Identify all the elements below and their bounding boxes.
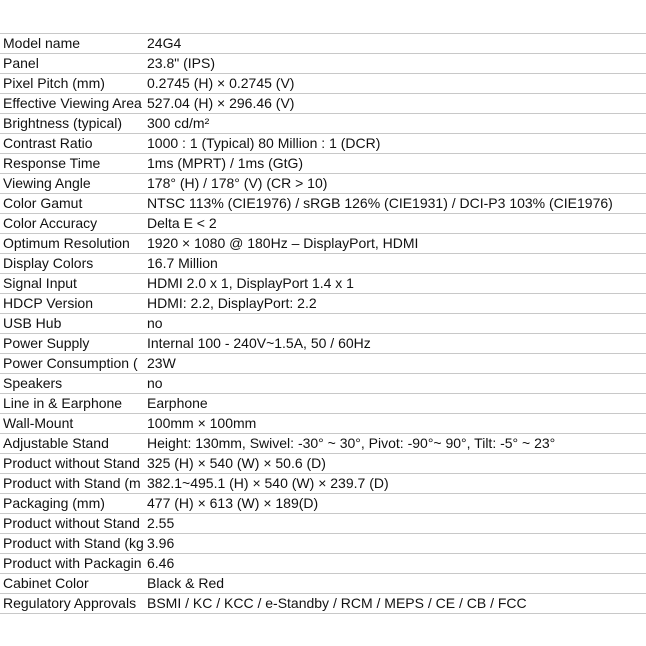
spec-label: Regulatory Approvals [0, 594, 144, 614]
spec-label: Response Time [0, 154, 144, 174]
spec-value: 16.7 Million [144, 254, 646, 274]
spec-label: Product without Stand [0, 514, 144, 534]
spec-label: Viewing Angle [0, 174, 144, 194]
spec-label: Contrast Ratio [0, 134, 144, 154]
table-row [0, 194, 646, 214]
table-row [0, 474, 646, 494]
spec-label: Product with Packagin [0, 554, 144, 574]
spec-label: Line in & Earphone [0, 394, 144, 414]
table-row [0, 34, 646, 54]
table-row [0, 234, 646, 254]
spec-label: Product with Stand (kg [0, 534, 144, 554]
spec-value: 23W [144, 354, 646, 374]
spec-value: no [144, 374, 646, 394]
spec-label: Product with Stand (m [0, 474, 144, 494]
spec-label: Effective Viewing Area [0, 94, 144, 114]
table-row [0, 514, 646, 534]
spec-label: Packaging (mm) [0, 494, 144, 514]
spec-label: Adjustable Stand [0, 434, 144, 454]
spec-label: Speakers [0, 374, 144, 394]
table-row [0, 394, 646, 414]
table-row [0, 314, 646, 334]
spec-label: Wall-Mount [0, 414, 144, 434]
spec-label: HDCP Version [0, 294, 144, 314]
spec-sheet [0, 33, 646, 614]
table-row [0, 214, 646, 234]
spec-label: Signal Input [0, 274, 144, 294]
spec-label: Pixel Pitch (mm) [0, 74, 144, 94]
spec-table [0, 33, 646, 614]
spec-label: Model name [0, 34, 144, 54]
spec-value: 1000 : 1 (Typical) 80 Million : 1 (DCR) [144, 134, 646, 154]
table-row [0, 414, 646, 434]
spec-value: NTSC 113% (CIE1976) / sRGB 126% (CIE1931) / DCI-P3 103% (CIE1976) [144, 194, 646, 214]
spec-value: Delta E < 2 [144, 214, 646, 234]
table-row [0, 74, 646, 94]
spec-value: HDMI: 2.2, DisplayPort: 2.2 [144, 294, 646, 314]
table-row [0, 174, 646, 194]
table-row [0, 114, 646, 134]
table-row [0, 294, 646, 314]
spec-value: 24G4 [144, 34, 646, 54]
spec-value: no [144, 314, 646, 334]
spec-value: HDMI 2.0 x 1, DisplayPort 1.4 x 1 [144, 274, 646, 294]
spec-label: Product without Stand [0, 454, 144, 474]
spec-value: Black & Red [144, 574, 646, 594]
table-row [0, 534, 646, 554]
spec-label: Power Supply [0, 334, 144, 354]
table-row [0, 454, 646, 474]
table-row [0, 334, 646, 354]
spec-value: Earphone [144, 394, 646, 414]
spec-value: 3.96 [144, 534, 646, 554]
spec-label: Cabinet Color [0, 574, 144, 594]
spec-value: 1920 × 1080 @ 180Hz – DisplayPort, HDMI [144, 234, 646, 254]
spec-value: 0.2745 (H) × 0.2745 (V) [144, 74, 646, 94]
table-row [0, 494, 646, 514]
spec-value: 100mm × 100mm [144, 414, 646, 434]
table-row [0, 154, 646, 174]
spec-label: Color Accuracy [0, 214, 144, 234]
spec-value: 477 (H) × 613 (W) × 189(D) [144, 494, 646, 514]
table-row [0, 94, 646, 114]
table-row [0, 354, 646, 374]
table-row [0, 554, 646, 574]
table-row [0, 434, 646, 454]
table-row [0, 574, 646, 594]
spec-table-body [0, 34, 646, 614]
table-row [0, 254, 646, 274]
spec-label: Power Consumption ( [0, 354, 144, 374]
table-row [0, 374, 646, 394]
table-row [0, 594, 646, 614]
spec-label: Display Colors [0, 254, 144, 274]
spec-value: 300 cd/m² [144, 114, 646, 134]
spec-value: BSMI / KC / KCC / e-Standby / RCM / MEPS / CE / CB / FCC [144, 594, 646, 614]
table-row [0, 54, 646, 74]
spec-value: 325 (H) × 540 (W) × 50.6 (D) [144, 454, 646, 474]
spec-value: 1ms (MPRT) / 1ms (GtG) [144, 154, 646, 174]
spec-value: 23.8" (IPS) [144, 54, 646, 74]
spec-value: 382.1~495.1 (H) × 540 (W) × 239.7 (D) [144, 474, 646, 494]
spec-value: 6.46 [144, 554, 646, 574]
spec-label: Optimum Resolution [0, 234, 144, 254]
spec-label: Panel [0, 54, 144, 74]
spec-value: 178° (H) / 178° (V) (CR > 10) [144, 174, 646, 194]
spec-label: Brightness (typical) [0, 114, 144, 134]
spec-value: Internal 100 - 240V~1.5A, 50 / 60Hz [144, 334, 646, 354]
table-row [0, 274, 646, 294]
spec-value: 2.55 [144, 514, 646, 534]
spec-value: Height: 130mm, Swivel: -30° ~ 30°, Pivot: -90°~ 90°, Tilt: -5° ~ 23° [144, 434, 646, 454]
table-row [0, 134, 646, 154]
spec-label: Color Gamut [0, 194, 144, 214]
spec-label: USB Hub [0, 314, 144, 334]
spec-value: 527.04 (H) × 296.46 (V) [144, 94, 646, 114]
